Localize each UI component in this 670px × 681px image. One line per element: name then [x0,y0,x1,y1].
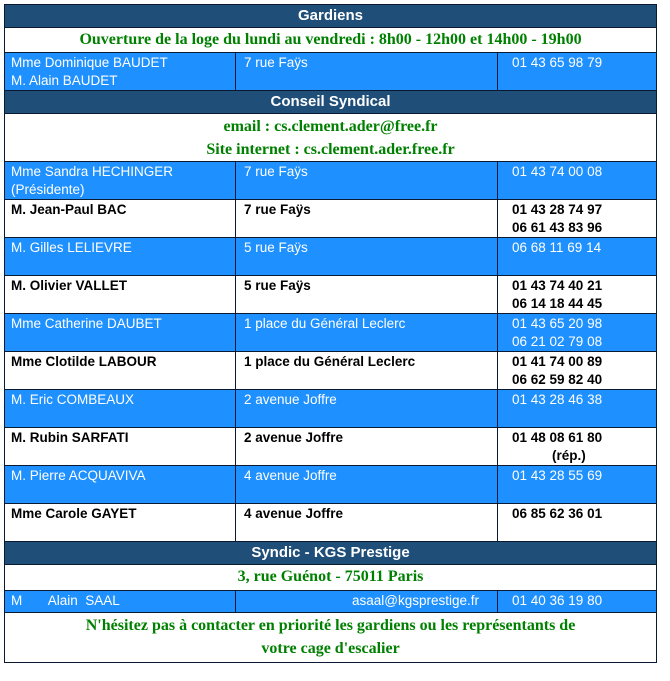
member-address: 5 rue Faÿs [236,238,498,276]
member-name: M. Pierre ACQUAVIVA [5,466,236,504]
member-phone: 01 48 08 61 80 (rép.) [498,428,657,466]
conseil-title: Conseil Syndical [5,91,657,114]
member-name: M. Olivier VALLET [5,276,236,314]
syndic-contact-email[interactable]: asaal@kgsprestige.fr [236,591,498,613]
member-name: Mme Catherine DAUBET [5,314,236,352]
conseil-member-row [5,162,657,200]
member-address: 7 rue Faÿs [236,200,498,238]
member-phone: 01 43 65 20 98 06 21 02 79 08 [498,314,657,352]
gardiens-header-row [5,5,657,28]
conseil-member-row [5,466,657,504]
gardiens-contact-row [5,53,657,91]
member-address: 5 rue Faÿs [236,276,498,314]
conseil-member-row [5,504,657,542]
member-phone: 01 43 28 55 69 [498,466,657,504]
footer-line: votre cage d'escalier [261,640,400,657]
member-phone: 01 41 74 00 89 06 62 59 82 40 [498,352,657,390]
syndic-contact-phone: 01 40 36 19 80 [498,591,657,613]
member-name: Mme Sandra HECHINGER (Présidente) [5,162,236,200]
member-phone: 01 43 28 46 38 [498,390,657,428]
member-name: M. Gilles LELIEVRE [5,238,236,276]
gardiens-hours-row [5,28,657,53]
syndic-address: 3, rue Guénot - 75011 Paris [5,565,657,591]
conseil-email[interactable]: email : cs.clement.ader@free.fr [223,118,438,135]
member-name: M. Rubin SARFATI [5,428,236,466]
member-phone: 01 43 28 74 97 06 61 43 83 96 [498,200,657,238]
member-name: M. Eric COMBEAUX [5,390,236,428]
member-address: 1 place du Général Leclerc [236,352,498,390]
member-address: 4 avenue Joffre [236,466,498,504]
gardiens-hours: Ouverture de la loge du lundi au vendredi : 8h00 - 12h00 et 14h00 - 19h00 [5,28,657,53]
footer-line: N'hésitez pas à contacter en priorité les gardiens ou les représentants de [85,617,576,634]
member-phone: 06 68 11 69 14 [498,238,657,276]
member-address: 2 avenue Joffre [236,390,498,428]
conseil-member-row [5,276,657,314]
contact-table [4,4,657,663]
syndic-header-row [5,542,657,565]
syndic-contact-row [5,591,657,613]
conseil-member-row [5,352,657,390]
conseil-member-row [5,314,657,352]
member-address: 1 place du Général Leclerc [236,314,498,352]
gardiens-address: 7 rue Faÿs [236,53,498,91]
conseil-site[interactable]: Site internet : cs.clement.ader.free.fr [206,141,455,158]
conseil-email-row [5,114,657,162]
contact-sheet [4,4,656,663]
syndic-contact-name: M Alain SAAL [5,591,236,613]
member-phone: 01 43 74 00 08 [498,162,657,200]
conseil-header-row [5,91,657,114]
member-address: 7 rue Faÿs [236,162,498,200]
member-name: M. Jean-Paul BAC [5,200,236,238]
member-name: Mme Clotilde LABOUR [5,352,236,390]
gardiens-phone: 01 43 65 98 79 [498,53,657,91]
gardiens-names [5,53,236,91]
gardien-name: Mme Dominique BAUDET [11,55,168,70]
member-address: 4 avenue Joffre [236,504,498,542]
member-phone: 01 43 74 40 21 06 14 18 44 45 [498,276,657,314]
syndic-address-row [5,565,657,591]
gardien-name: M. Alain BAUDET [11,73,118,88]
conseil-member-row [5,390,657,428]
conseil-member-row [5,238,657,276]
answering-machine-note: (rép.) [552,448,586,463]
conseil-member-row [5,428,657,466]
footer-row [5,613,657,663]
syndic-title: Syndic - KGS Prestige [5,542,657,565]
member-phone: 06 85 62 36 01 [498,504,657,542]
member-address: 2 avenue Joffre [236,428,498,466]
member-name: Mme Carole GAYET [5,504,236,542]
conseil-member-row [5,200,657,238]
gardiens-title: Gardiens [5,5,657,28]
